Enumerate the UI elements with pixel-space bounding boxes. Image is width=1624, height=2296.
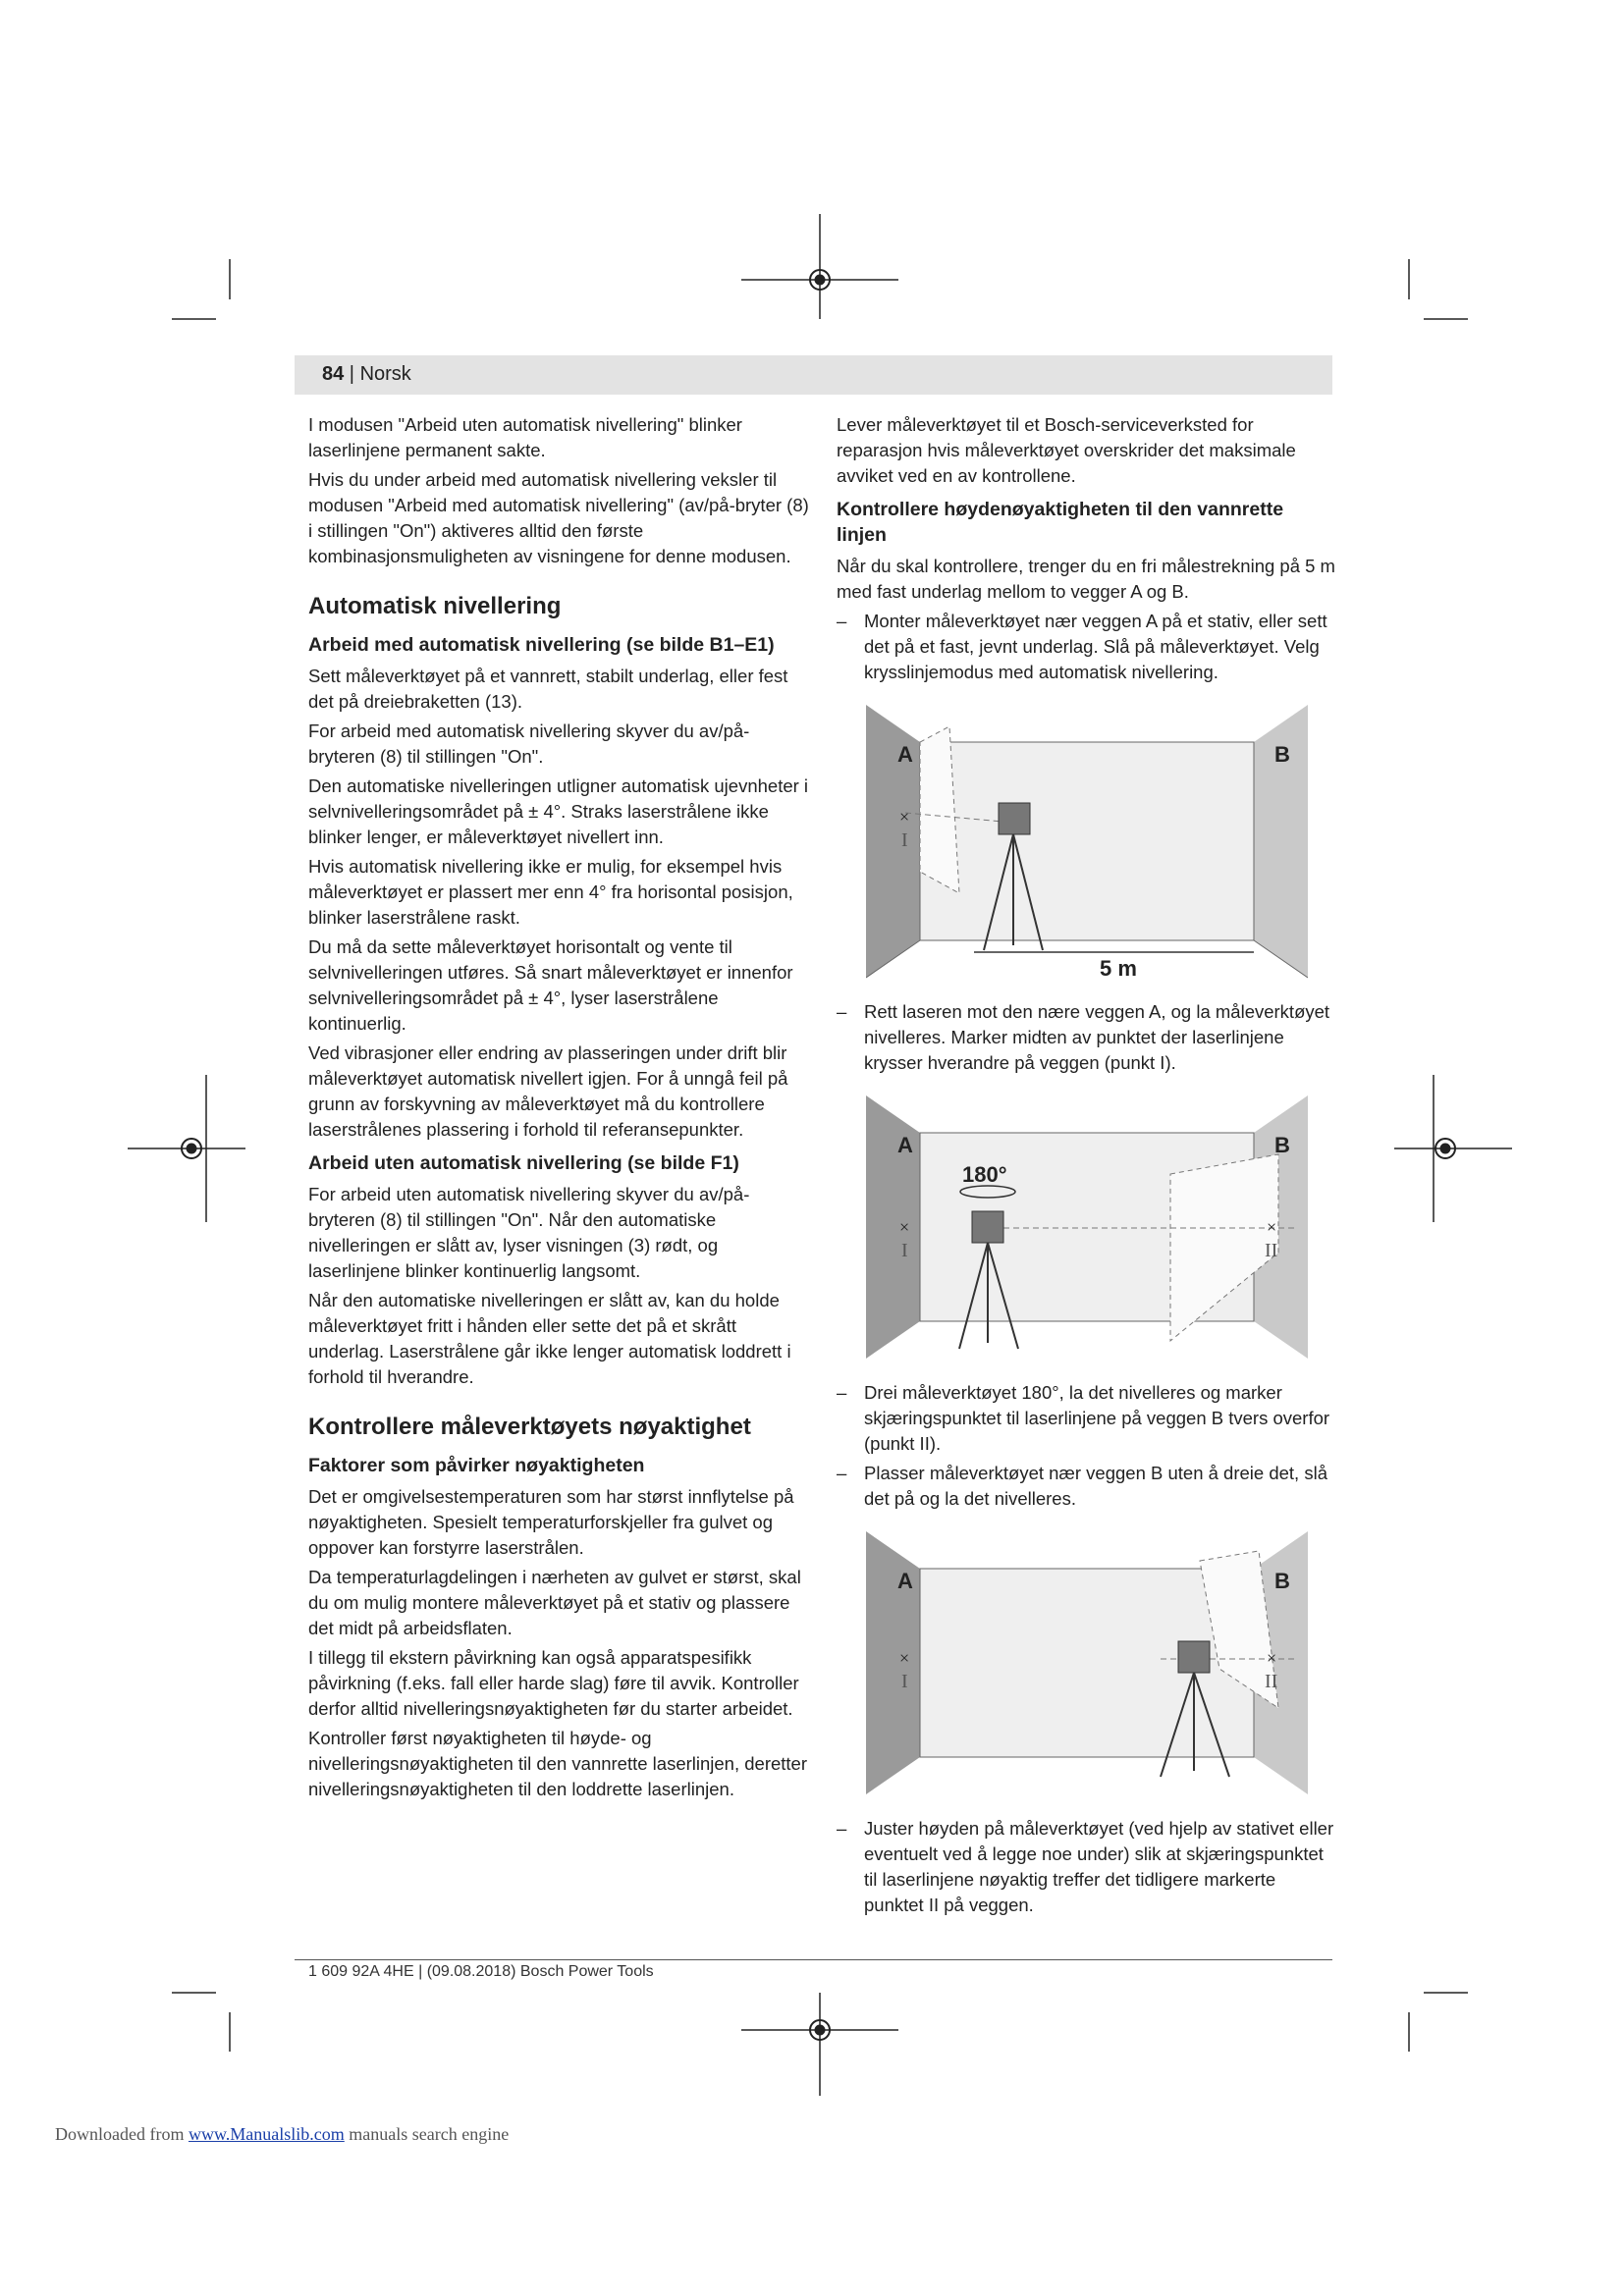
paragraph: Når du skal kontrollere, trenger du en fri målestrekning på 5 m med fast underlag mellom to vegger A og B. <box>837 556 1335 602</box>
paragraph: Den automatiske nivelleringen utligner automatisk ujevnheter i selvnivelleringsområdet på ± 4°. Straks laserstrålene ikke blinker lenger, er måleverktøyet nivellert inn. <box>308 775 809 847</box>
footer-rule <box>295 1959 1332 1960</box>
paragraph: For arbeid uten automatisk nivellering skyver du av/på-bryteren (8) til stillingen "On". Når den automatiske nivelleringen er slått av, lyser visningen (3) rødt, og laserlinjene blinker kontinuerlig langsomt. <box>308 1184 750 1281</box>
step-item: – Juster høyden på måleverktøyet (ved hjelp av stativet eller eventuelt ved å legge noe under) slik at skjæringspunktet til laserlinjene nøyaktig treffer det tidligere markerte punktet II på veggen. <box>837 1816 1337 1918</box>
step-item: – Rett laseren mot den nære veggen A, og la måleverktøyet nivelleres. Marker midten av punktet der laserlinjene krysser hverandre på veggen (punkt I). <box>837 999 1337 1076</box>
paragraph: Ved vibrasjoner eller endring av plasseringen under drift blir måleverktøyet automatisk nivellert igjen. For å unngå feil på grunn av forskyvning av måleverktøyet må du kontrollere laserstrålenes plassering i forhold til referansepunkter. <box>308 1042 788 1140</box>
download-suffix: manuals search engine <box>344 2124 510 2144</box>
subsection-heading: Kontrollere høydenøyaktigheten til den vannrette linjen <box>837 499 1284 546</box>
point-label-i: I <box>901 1240 908 1261</box>
svg-text:×: × <box>1267 1217 1277 1237</box>
figure-rotate-180 <box>866 1095 1308 1370</box>
point-label-i: I <box>901 829 908 851</box>
page-header <box>322 363 411 386</box>
header-bar <box>295 355 1332 395</box>
wall-label-b: B <box>1274 742 1290 767</box>
wall-label-a: A <box>897 742 913 767</box>
paragraph: I modusen "Arbeid uten automatisk nivellering" blinker laserlinjene permanent sakte. <box>308 414 742 460</box>
manualslib-link[interactable]: www.Manualslib.com <box>188 2124 345 2144</box>
section-heading: Automatisk nivellering <box>308 593 562 619</box>
paragraph: I tillegg til ekstern påvirkning kan også apparatspesifikk påvirkning (f.eks. fall eller harde slag) føre til avvik. Kontroller derfor alltid nivelleringsnøyaktigheten før du starter arbeidet. <box>308 1647 799 1719</box>
download-prefix: Downloaded from <box>55 2124 189 2144</box>
paragraph: Hvis automatisk nivellering ikke er mulig, for eksempel hvis måleverktøyet er plassert mer enn 4° fra horisontal posisjon, blinker laserstrålene raskt. <box>308 856 793 928</box>
wall-label-b: B <box>1274 1569 1290 1593</box>
wall-label-a: A <box>897 1133 913 1157</box>
section-heading: Kontrollere måleverktøyets nøyaktighet <box>308 1414 751 1440</box>
paragraph: Lever måleverktøyet til et Bosch-serviceverksted for reparasjon hvis måleverktøyet overskrider det maksimale avviket ved en av kontrollene. <box>837 414 1296 486</box>
step-item: – Drei måleverktøyet 180°, la det nivelleres og marker skjæringspunktet til laserlinjene på veggen B tvers overfor (punkt II). <box>837 1380 1337 1457</box>
svg-text:×: × <box>899 1217 910 1237</box>
header-language: Norsk <box>359 363 411 385</box>
subsection-heading: Arbeid uten automatisk nivellering (se bilde F1) <box>308 1152 739 1174</box>
page-number: 84 <box>322 363 345 385</box>
left-column <box>308 412 809 1806</box>
paragraph: For arbeid med automatisk nivellering skyver du av/på-bryteren (8) til stillingen "On". <box>308 721 750 767</box>
point-label-i: I <box>901 1671 908 1692</box>
point-label-ii: II <box>1265 1671 1278 1692</box>
paragraph: Sett måleverktøyet på et vannrett, stabilt underlag, eller fest det på dreiebraketten (13). <box>308 666 788 712</box>
svg-text:×: × <box>899 807 910 827</box>
svg-text:×: × <box>899 1648 910 1668</box>
subsection-heading: Faktorer som påvirker nøyaktigheten <box>308 1455 645 1476</box>
distance-label: 5 m <box>1100 956 1137 981</box>
point-label-ii: II <box>1265 1240 1278 1261</box>
svg-text:×: × <box>1267 1648 1277 1668</box>
download-banner <box>55 2124 509 2145</box>
paragraph: Det er omgivelsestemperaturen som har størst innflytelse på nøyaktigheten. Spesielt temperaturforskjeller fra gulvet og oppover kan forstyrre laserstrålen. <box>308 1486 794 1558</box>
header-separator: | <box>344 363 360 385</box>
footer-text: 1 609 92A 4HE | (09.08.2018) Bosch Power Tools <box>308 1963 654 1980</box>
paragraph: Hvis du under arbeid med automatisk nivellering veksler til modusen "Arbeid med automatisk nivellering" (av/på-bryter (8) i stillingen "On") aktiveres alltid den første kombinasjonsmuligheten av visningene for denne modusen. <box>308 469 809 566</box>
wall-label-b: B <box>1274 1133 1290 1157</box>
wall-label-a: A <box>897 1569 913 1593</box>
figure-wall-a-setup <box>866 705 1308 989</box>
paragraph: Kontroller først nøyaktigheten til høyde- og nivelleringsnøyaktigheten til den vannrette laserlinjen, deretter nivelleringsnøyaktigheten til den loddrette laserlinjen. <box>308 1728 808 1799</box>
figure-wall-b-setup <box>866 1531 1308 1806</box>
paragraph: Du må da sette måleverktøyet horisontalt og vente til selvnivelleringen utføres. Så snart måleverktøyet er innenfor selvnivelleringsområdet på ± 4°, lyser laserstrålene kontinuerlig. <box>308 936 793 1034</box>
right-column <box>837 412 1337 1922</box>
step-item: – Plasser måleverktøyet nær veggen B uten å dreie det, slå det på og la det nivelleres. <box>837 1461 1337 1512</box>
rotation-label: 180° <box>962 1162 1007 1187</box>
paragraph: Da temperaturlagdelingen i nærheten av gulvet er størst, skal du om mulig montere måleverktøyet på et stativ og plassere det midt på arbeidsflaten. <box>308 1567 801 1638</box>
paragraph: Når den automatiske nivelleringen er slått av, kan du holde måleverktøyet fritt i hånden eller sette det på et skrått underlag. Laserstrålene går ikke lenger automatisk loddrett i forhold til hverandre. <box>308 1290 791 1387</box>
subsection-heading: Arbeid med automatisk nivellering (se bilde B1–E1) <box>308 634 775 656</box>
step-item: – Monter måleverktøyet nær veggen A på et stativ, eller sett det på et fast, jevnt underlag. Slå på måleverktøyet. Velg krysslinjemodus med automatisk nivellering. <box>837 609 1337 685</box>
